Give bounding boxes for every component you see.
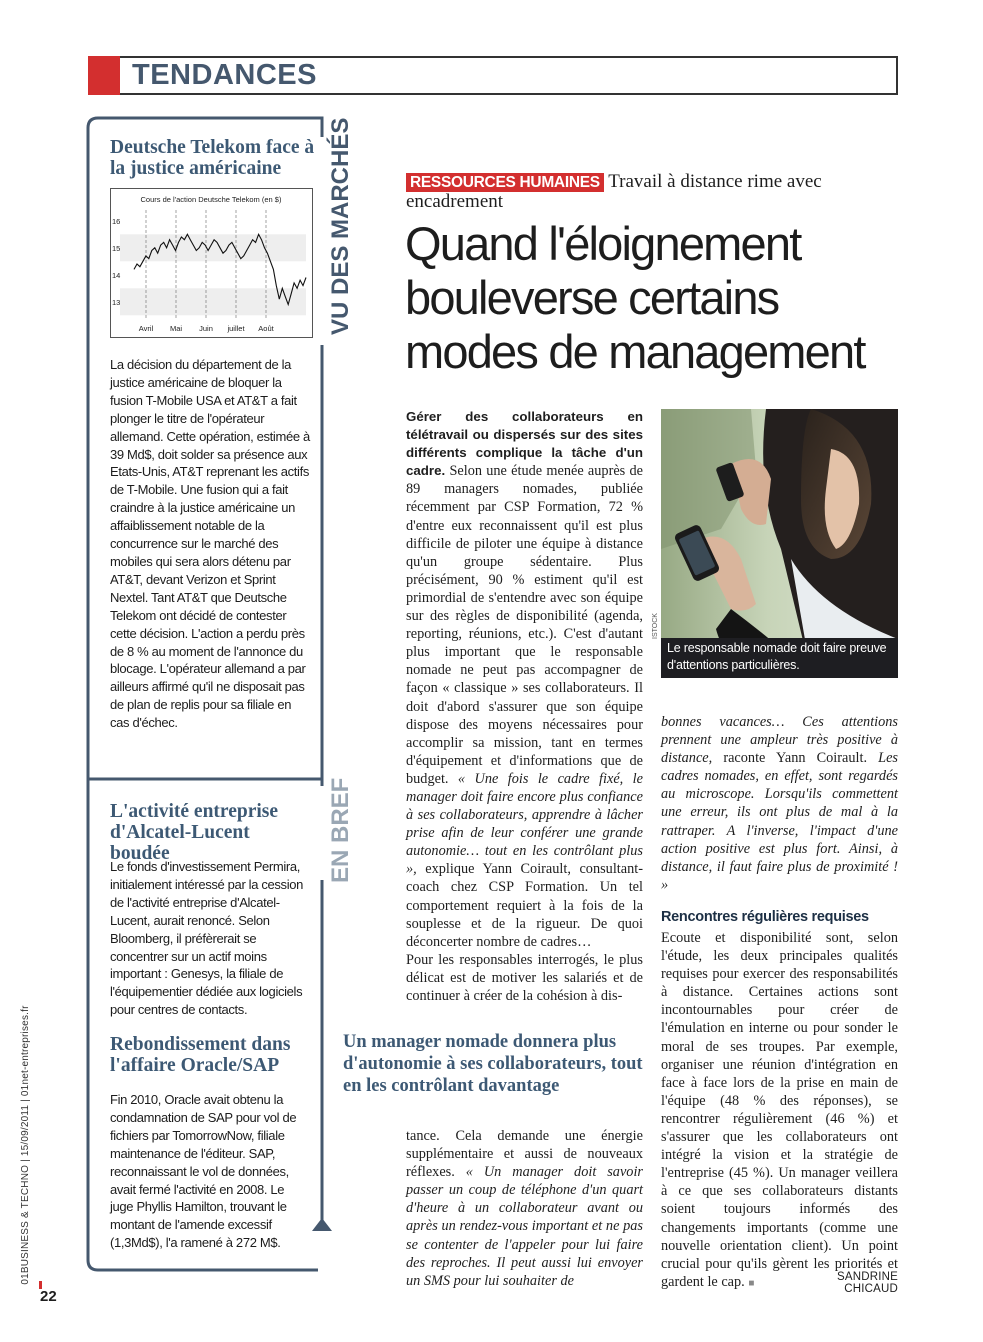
en-bref-label: EN BREF	[327, 777, 354, 883]
article-author: SANDRINE CHICAUD	[836, 1271, 898, 1295]
article-kicker: RESSOURCES HUMAINES	[406, 173, 604, 192]
folio-vertical	[19, 1005, 33, 1285]
article-column1	[406, 408, 643, 1005]
sidebar-article1-text: La décision du département de la justice américaine de bloquer la fusion T-Mobile USA et AT&T a fait plonger le titre de l'opérateur allemand. Cette opération, estimée à 39 Md$, doit solder sa présence aux Etats-Unis, AT&T reprenant les actifs de T-Mobile. Une fusion qui a fait craindre à la justice américaine un affaiblissement notable de la concurrence sur le marché des mobiles qui sera alors détenu par AT&T, devant Verizon et Sprint Nextel. Tant AT&T que Deutsche Telekom ont décidé de contester cette décision. L'action a perdu près de 8 % au moment de l'annonce du blocage. L'opérateur allemand a par ailleurs affirmé qu'il ne disposait pas de plan de replis pour sa filiale en cas d'échec.	[110, 357, 310, 731]
article-kicker-line	[406, 172, 876, 211]
photo-caption: Le responsable nomade doit faire preuve d'attentions particulières.	[661, 638, 898, 678]
section-header-red-block	[88, 56, 120, 95]
chart-y-tick: 16	[112, 216, 121, 226]
sidebar-article1-title: Deutsche Telekom face à la justice américaine	[110, 137, 315, 179]
sidebar-article2-title: L'activité entreprise d'Alcatel-Lucent boudée	[110, 801, 279, 864]
chart-y-tick: 14	[112, 270, 121, 280]
article-lead: Gérer des collaborateurs en télétravail ou dispersés sur des sites différents complique la tâche d'un cadre.	[406, 409, 643, 479]
sidebar-article3-text: Fin 2010, Oracle avait obtenu la condamnation de SAP pour vol de fichiers par TomorrowNow, filiale maintenance de l'éditeur. SAP, reconnaissant le vol de données, avait fermé l'activité en 2008. Le juge Phyllis Hamilton, trouvant le montant de l'amende excessif (1,3Md$), l'a ramené à 272 M$.	[110, 1092, 297, 1251]
sidebar-article2-text: Le fonds d'investissement Permira, initialement intéressé par la cession de l'activité entreprise d'Alcatel-Lucent, aurait renoncé. Selon Bloomberg, il préfèrerait se concentrer sur un actif moins important : Genesys, la filiale de l'équipementier dédiée aux logiciels pour centres de contacts.	[110, 859, 303, 1018]
folio-text: 01BUSINESS & TECHNO | 15/09/2011 | 01net-entreprises.fr	[20, 1005, 31, 1285]
section-header-title: TENDANCES	[132, 59, 317, 91]
chart-x-tick: Avril	[138, 324, 154, 333]
chart-y-tick: 13	[112, 297, 121, 307]
end-mark: ■	[748, 1277, 755, 1289]
chart-title: Cours de l'action Deutsche Telekom (en $)	[140, 195, 282, 204]
article-subtitle: Travail à distance rime avec encadrement	[406, 171, 822, 212]
chart-x-tick: Juin	[199, 324, 213, 333]
photo-credit: ISTOCK	[652, 613, 659, 639]
article-col1-paragraph2: Pour les responsables interrogés, le plus délicat est de motiver les salariés et de continuer à créer de la cohésion à dis-	[406, 951, 643, 1004]
article-col1-paragraph1: Gérer des collaborateurs en télétravail ou dispersés sur des sites différents complique la tâche d'un cadre. Selon une étude menée auprès de 89 managers nomades, publiée récemment par CSP Formation, 72 % d'entre eux reconnaissent qu'il est plus difficile de piloter une équipe à distance qu'un groupe sédentaire. Plus précisément, 90 % estiment qu'il est primordial de s'entendre avec son équipe sur des règles de disponibilité (agenda, reporting, réunions, etc.). C'est d'autant plus important que le responsable nomade ne peut pas accompagner de façon « classique » ses collaborateurs. Il doit d'abord s'assurer que son équipe dispose des moyens nécessaires pour accomplir sa mission, tant en termes d'équipement et d'informations que de budget. « Une fois le cadre fixé, le manager doit faire encore plus confiance à ses collaborateurs, apprendre à lâcher prise afin de leur conférer une grande autonomie… tout en les contrôlant plus », explique Yann Coirault, consultant-coach chez CSP Formation. Un tel comportement requiert à la fois de la souplesse et de la rigueur. De quoi déconcerter nombre de cadres…	[406, 409, 644, 950]
chart-x-tick: Août	[258, 324, 274, 333]
article-subhead: Rencontres régulières requises	[661, 909, 869, 925]
article-column1-continued: tance. Cela demande une énergie supplémentaire et aussi de nouveaux réflexes. « Un manager doit savoir passer un coup de téléphone d'un quart d'heure à un collaborateur avant ou après un rendez-vous important et ne pas se contenter de l'appeler pour lui faire des reproches. Il peut aussi lui envoyer un SMS pour lui souhaiter de	[406, 1128, 643, 1289]
page-number: 22	[40, 1288, 57, 1305]
article-column2-paragraph: Ecoute et disponibilité sont, selon l'étude, les deux principales qualités requises pour exercer des responsabilités à distance. Certaines actions sont incontournables pour créer de l'émulation en interne ou pour sonder le moral de ses troupes. Par exemple, organiser une réunion d'intégration en face à face lors de la prise en main de l'équipe (48 % des réponses), se rencontrer régulièrement (46 %) et s'assurer que les collaborateurs ont intégré la vision et la stratégie de l'entreprise (45 %). Un manager veillera à ce que ses collaborateurs distants soient toujours informés des changements importants (comme une nouvelle orientation client). Un point crucial pour qu'ils gèrent les priorités et gardent le cap. ■	[661, 930, 898, 1290]
article-photo	[652, 409, 898, 674]
vu-des-marches-label: VU DES MARCHÉS	[327, 117, 354, 335]
sidebar-article3-title: Rebondissement dans l'affaire Oracle/SAP	[110, 1034, 291, 1076]
chart-y-tick: 15	[112, 243, 121, 253]
chart-x-tick: juillet	[227, 324, 245, 333]
chart-x-tick: Mai	[169, 324, 183, 333]
stock-chart	[110, 188, 313, 338]
pull-quote: Un manager nomade donnera plus d'autonomie à ses collaborateurs, tout en les contrôlant davantage	[343, 1032, 643, 1096]
article-title: Quand l'éloignement bouleverse certains modes de management	[405, 217, 865, 378]
article-column2: bonnes vacances… Ces attentions prennent une ampleur très positive à distance, raconte Yann Coirault. Les cadres nomades, en effet, sont regardés au microscope. Lorsqu'ils commettent une erreur, ils ont plus de mal à la rattraper. A l'inverse, l'impact d'une action positive est plus fort. Ainsi, à distance, il faut faire plus de proximité ! »	[661, 714, 898, 893]
